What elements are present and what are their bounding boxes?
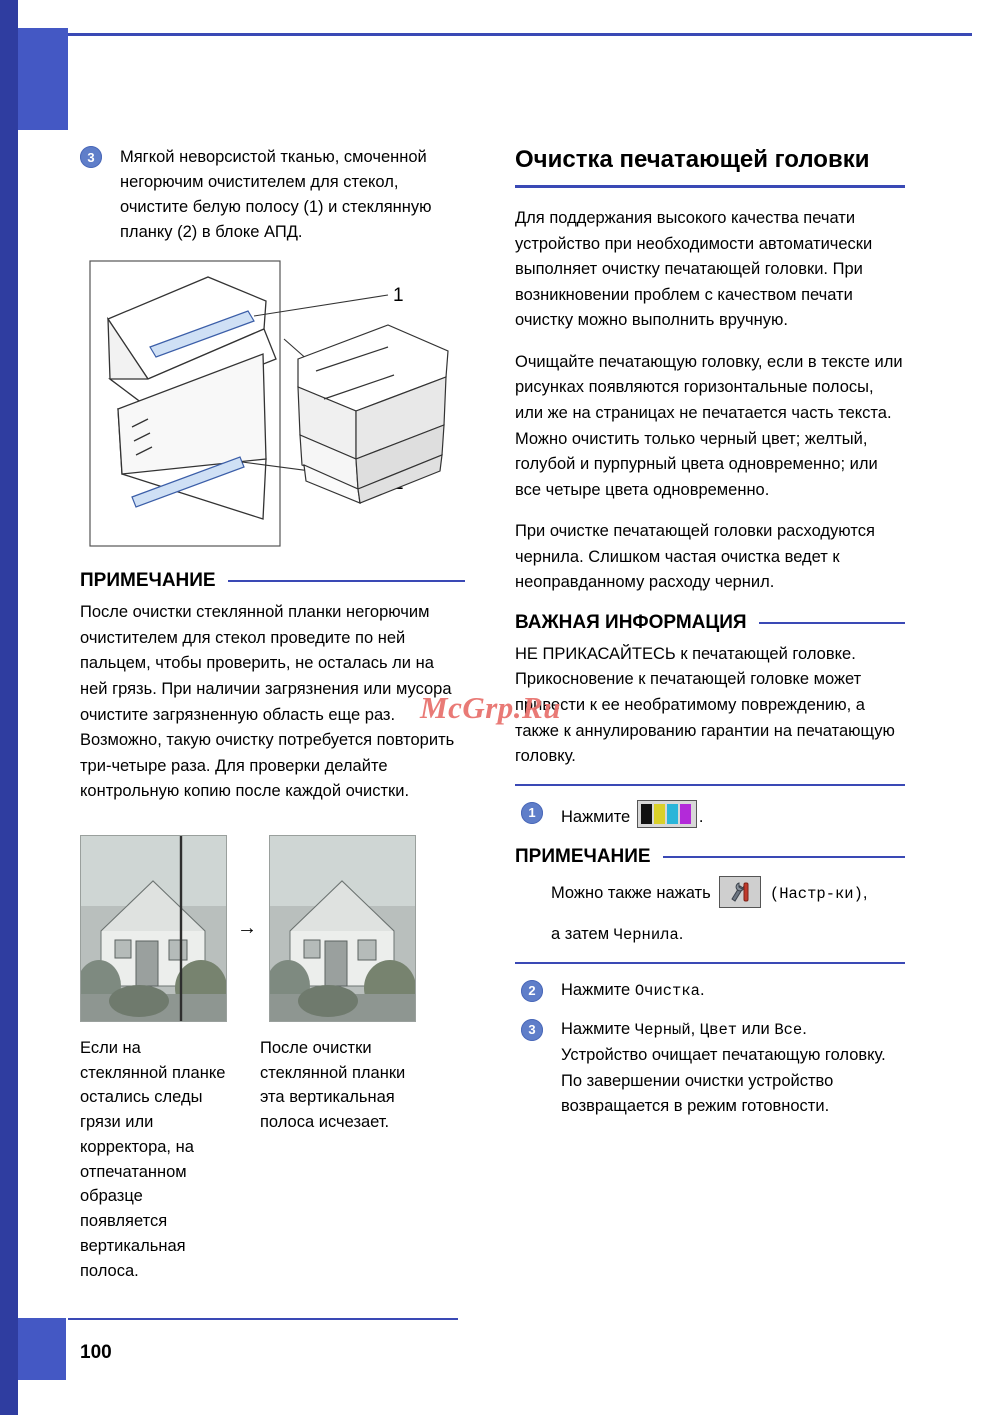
note2-line2-mono: Чернила bbox=[613, 926, 679, 945]
photo-before bbox=[80, 835, 227, 1022]
step-2-prefix: Нажмите bbox=[561, 980, 631, 999]
important-label: ВАЖНАЯ ИНФОРМАЦИЯ bbox=[515, 611, 747, 633]
watermark: McGrp.Ru bbox=[420, 690, 561, 725]
adf-scanner-diagram bbox=[88, 259, 458, 554]
note-header bbox=[80, 570, 465, 592]
right-step-2 bbox=[515, 978, 905, 1004]
step-1-prefix: Нажмите bbox=[561, 807, 631, 826]
page-number: 100 bbox=[80, 1342, 112, 1363]
photo-before-wrap bbox=[80, 835, 225, 1022]
svg-text:1: 1 bbox=[393, 285, 404, 307]
page-title: Очистка печатающей головки bbox=[515, 146, 870, 173]
note2-label: ПРИМЕЧАНИЕ bbox=[515, 846, 651, 868]
step-3-sep-2: или bbox=[741, 1020, 770, 1039]
step-3-text: Мягкой неворсистой тканью, смоченной негорючим очистителем для стекол, очистите белую полосу (1) и стеклянную планку (2) в блоке АПД. bbox=[120, 148, 432, 242]
important-header bbox=[515, 612, 905, 634]
caption-before: Если на стеклянной планке остались следы грязи или корректора, на отпечатанном образце появляется вертикальная полоса. bbox=[80, 1038, 226, 1280]
note2-header bbox=[515, 846, 905, 868]
body-paragraph-1: Для поддержания высокого качества печати устройство при необходимости автоматически выполняет очистку печатающей головки. При возникновении проблем с качеством печати очистку можно выполнить вручную. bbox=[515, 209, 873, 330]
step-2-mono: Очистка bbox=[634, 981, 700, 1000]
note2-line-1 bbox=[551, 876, 905, 908]
left-column bbox=[80, 145, 465, 1283]
step-3-text-2: Устройство очищает печатающую головку. bbox=[561, 1045, 886, 1064]
right-column bbox=[515, 145, 905, 1134]
divider-rule-2 bbox=[515, 962, 905, 964]
step-3-mono-3: Все bbox=[774, 1021, 803, 1040]
body-paragraph-3: При очистке печатающей головки расходуются чернила. Слишком частая очистка ведет к неоправданному расходу чернил. bbox=[515, 522, 875, 592]
title-rule bbox=[515, 185, 905, 188]
photo-after bbox=[269, 835, 416, 1022]
note2-suffix: , bbox=[862, 884, 868, 903]
step-3-text-3: По завершении очистки устройство возвращается в режим готовности. bbox=[561, 1071, 834, 1116]
note2-line-2 bbox=[551, 922, 905, 948]
footer-color-block bbox=[18, 1318, 66, 1380]
step-3-mono-1: Черный bbox=[634, 1021, 691, 1040]
right-step-3 bbox=[515, 1017, 905, 1119]
step-3 bbox=[80, 145, 465, 245]
caption-after: После очистки стеклянной планки эта вертикальная полоса исчезает. bbox=[260, 1038, 406, 1132]
ink-colors-key-icon[interactable] bbox=[637, 800, 697, 828]
step-3-suffix: . bbox=[802, 1020, 807, 1039]
step-number-badge: 2 bbox=[521, 980, 543, 1002]
important-rule bbox=[759, 622, 905, 624]
note2-rule bbox=[663, 856, 905, 858]
right-step-1 bbox=[515, 800, 905, 831]
step-1-suffix: . bbox=[698, 807, 704, 826]
settings-tools-key-icon[interactable] bbox=[719, 876, 761, 908]
note2-mono: (Настр-ки) bbox=[769, 885, 863, 904]
note-label: ПРИМЕЧАНИЕ bbox=[80, 570, 216, 592]
step-3-prefix: Нажмите bbox=[561, 1020, 631, 1039]
step-number-badge: 3 bbox=[521, 1019, 543, 1041]
important-text: НЕ ПРИКАСАЙТЕСЬ к печатающей головке. Прикосновение к печатающей головке может привести к ее необратимому повреждению, а также к аннулированию гарантии на печатающую головку. bbox=[515, 644, 895, 766]
note-rule bbox=[228, 580, 465, 582]
step-3-sep-1: , bbox=[690, 1020, 696, 1039]
top-left-color-block bbox=[18, 28, 68, 130]
step-3-mono-2: Цвет bbox=[699, 1021, 738, 1040]
step-number-badge: 1 bbox=[521, 802, 543, 824]
header-rule bbox=[68, 33, 972, 36]
step-2-suffix: . bbox=[699, 980, 705, 999]
step-number-badge: 3 bbox=[80, 146, 102, 168]
note2-line2-prefix: а затем bbox=[551, 925, 610, 944]
left-edge-bar bbox=[0, 0, 18, 1415]
divider-rule-1 bbox=[515, 784, 905, 786]
note2-line2-suffix: . bbox=[678, 925, 684, 944]
note-text: После очистки стеклянной планки негорючим очистителем для стекол проведите по ней пальцем, чтобы проверить, не осталась ли на ней грязь. При наличии загрязнения или мусора очистите загрязненную область еще раз. Возможно, такую очистку потребуется повторить три-четыре раза. Для проверки делайте контрольную копию после каждой очистки. bbox=[80, 603, 455, 801]
body-paragraph-2: Очищайте печатающую головку, если в тексте или рисунках появляются горизонтальные полосы, или же на страницах не печатается часть текста. Можно очистить только черный цвет; желтый, голубой и пурпурный цвета одновременно; или все четыре цвета одновременно. bbox=[515, 352, 903, 499]
footer-rule bbox=[68, 1318, 458, 1320]
photo-comparison bbox=[80, 835, 465, 1022]
note2-prefix: Можно также нажать bbox=[551, 884, 711, 903]
arrow-icon: → bbox=[237, 916, 257, 939]
photo-after-wrap bbox=[269, 835, 414, 1022]
